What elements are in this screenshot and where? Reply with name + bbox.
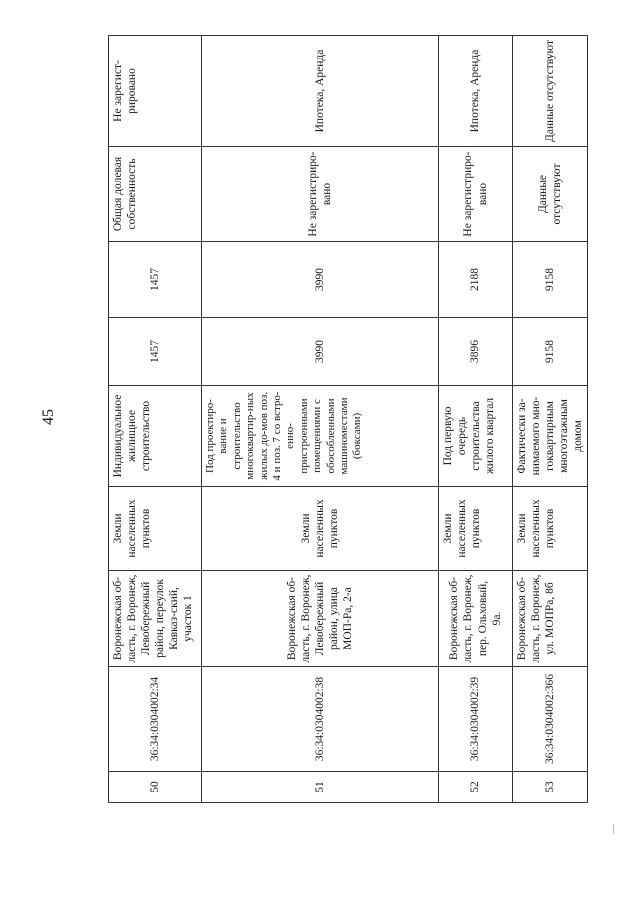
address-cell: Воронежская об-ласть, г. Воронеж, ул. МОПРа, 8б — [513, 571, 588, 667]
table-row — [513, 36, 588, 803]
land-category: Земли населенных пунктов — [202, 487, 439, 571]
cadastral-number: 36:34:0304002:38 — [202, 667, 439, 772]
right-type: Не зарегистриро-вано — [202, 147, 439, 242]
row-number: 51 — [202, 772, 439, 803]
right-type: Общая долевая собственность — [109, 147, 202, 242]
area-value-2: 2188 — [439, 242, 513, 318]
area-value: 1457 — [109, 318, 202, 386]
encumbrance: Не зарегист-рировано — [109, 36, 202, 147]
area-value-2: 9158 — [513, 242, 588, 318]
cadastral-number: 36:34:0304002:366 — [513, 667, 588, 772]
area-value-2: 1457 — [109, 242, 202, 318]
right-type: Не зарегистриро-вано — [439, 147, 513, 242]
address-cell: Воронежская об-ласть, г. Воронеж, Левобережный район, переулок Кавказ-ский, участок 1 — [109, 571, 202, 667]
document-table-rotated — [108, 36, 585, 803]
permitted-use: Под проектиро-вание и строительство многоквартир-ных жилых до-мов поз. 4 и поз. 7 со встро-енно-пристроенными помещениями с обособленными машиноместами (боксами) — [202, 386, 439, 487]
land-category: Земли населенных пунктов — [109, 487, 202, 571]
table-row — [202, 36, 439, 803]
cadastral-number: 36:34:0304002:34 — [109, 667, 202, 772]
land-category: Земли населенных пунктов — [513, 487, 588, 571]
table-row — [109, 36, 202, 803]
land-plots-table — [108, 35, 588, 803]
encumbrance: Ипотека, Аренда — [439, 36, 513, 147]
permitted-use: Фактически за-нимаемого мно-гоквартирным многоэтажным домом — [513, 386, 588, 487]
permitted-use: Под первую очередь строительства жилого квартал — [439, 386, 513, 487]
encumbrance: Данные отсутствуют — [513, 36, 588, 147]
land-category: Земли населенных пунктов — [439, 487, 513, 571]
scan-mark — [613, 824, 614, 834]
row-number: 52 — [439, 772, 513, 803]
cadastral-number: 36:34:0304002:39 — [439, 667, 513, 772]
encumbrance: Ипотека, Аренда — [202, 36, 439, 147]
right-type: Данные отсутствуют — [513, 147, 588, 242]
area-value-2: 3990 — [202, 242, 439, 318]
row-number: 53 — [513, 772, 588, 803]
permitted-use: Индивидуальное жилищное строительство — [109, 386, 202, 487]
address-cell: Воронежская об-ласть, г. Воронеж, Левобережный район, улица МОП-Ра, 2-а — [202, 571, 439, 667]
area-value: 3896 — [439, 318, 513, 386]
page-number: 45 — [40, 409, 57, 425]
row-number: 50 — [109, 772, 202, 803]
area-value: 3990 — [202, 318, 439, 386]
area-value: 9158 — [513, 318, 588, 386]
address-cell: Воронежская об-ласть, г. Воронеж, пер. Ольховый, 9а. — [439, 571, 513, 667]
table-row — [439, 36, 513, 803]
